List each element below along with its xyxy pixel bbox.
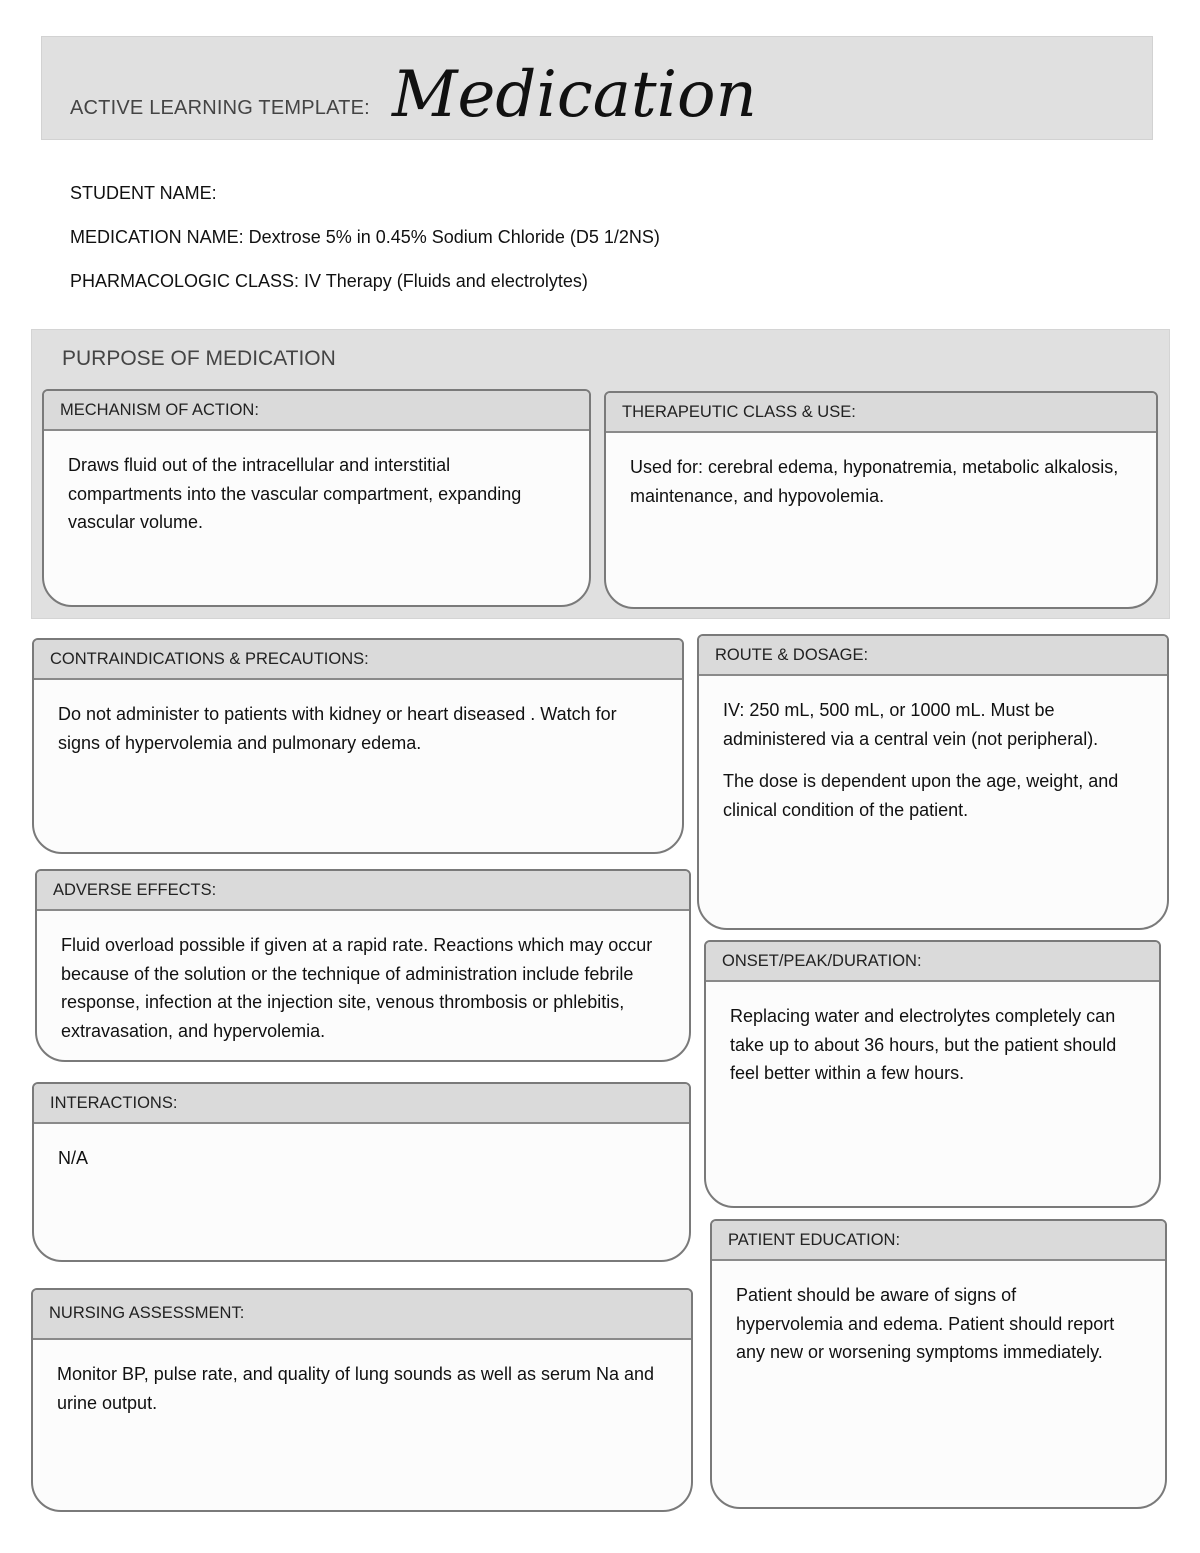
onset-text: Replacing water and electrolytes completely can take up to about 36 hours, but the patient should feel better within a few hours. — [730, 1006, 1117, 1083]
purpose-title: PURPOSE OF MEDICATION — [62, 347, 336, 370]
adverse-effects-label: ADVERSE EFFECTS: — [37, 871, 689, 911]
therapeutic-card — [604, 391, 1158, 609]
adverse-effects-card — [35, 869, 691, 1062]
route-dosage-label: ROUTE & DOSAGE: — [699, 636, 1167, 676]
mechanism-card — [42, 389, 591, 607]
interactions-text: N/A — [58, 1148, 89, 1168]
contraindications-card — [32, 638, 684, 854]
onset-label: ONSET/PEAK/DURATION: — [706, 942, 1159, 982]
student-name-label: STUDENT NAME: — [70, 183, 217, 203]
patient-education-text: Patient should be aware of signs of hypervolemia and edema. Patient should report any new or worsening symptoms immediately. — [736, 1285, 1115, 1362]
onset-card — [704, 940, 1161, 1208]
therapeutic-text: Used for: cerebral edema, hyponatremia, metabolic alkalosis, maintenance, and hypovolemia. — [630, 457, 1119, 506]
mechanism-label: MECHANISM OF ACTION: — [44, 391, 589, 431]
contraindications-text: Do not administer to patients with kidney or heart diseased . Watch for signs of hypervolemia and pulmonary edema. — [58, 704, 617, 753]
patient-education-card — [710, 1219, 1167, 1509]
template-label: ACTIVE LEARNING TEMPLATE: — [70, 97, 370, 119]
contraindications-label: CONTRAINDICATIONS & PRECAUTIONS: — [34, 640, 682, 680]
nursing-assessment-label: NURSING ASSESSMENT: — [33, 1290, 691, 1340]
nursing-assessment-card — [31, 1288, 693, 1512]
patient-education-label: PATIENT EDUCATION: — [712, 1221, 1165, 1261]
mechanism-text: Draws fluid out of the intracellular and interstitial compartments into the vascular compartment, expanding vascular volume. — [68, 455, 522, 532]
route-dosage-text-1: IV: 250 mL, 500 mL, or 1000 mL. Must be administered via a central vein (not peripheral). — [723, 700, 1099, 749]
interactions-card — [32, 1082, 691, 1262]
pharmacologic-class: PHARMACOLOGIC CLASS: IV Therapy (Fluids and electrolytes) — [70, 271, 588, 291]
medication-name: MEDICATION NAME: Dextrose 5% in 0.45% Sodium Chloride (D5 1/2NS) — [70, 227, 660, 247]
therapeutic-label: THERAPEUTIC CLASS & USE: — [606, 393, 1156, 433]
route-dosage-card — [697, 634, 1169, 930]
template-title: Medication — [392, 58, 757, 132]
nursing-assessment-text: Monitor BP, pulse rate, and quality of lung sounds as well as serum Na and urine output. — [57, 1364, 655, 1413]
interactions-label: INTERACTIONS: — [34, 1084, 689, 1124]
adverse-effects-text: Fluid overload possible if given at a rapid rate. Reactions which may occur because of the solution or the technique of administration include febrile response, infection at the injection site, venous thrombosis or phlebitis, extravasation, and hypervolemia. — [61, 935, 653, 1041]
route-dosage-text-2: The dose is dependent upon the age, weight, and clinical condition of the patient. — [723, 771, 1119, 820]
